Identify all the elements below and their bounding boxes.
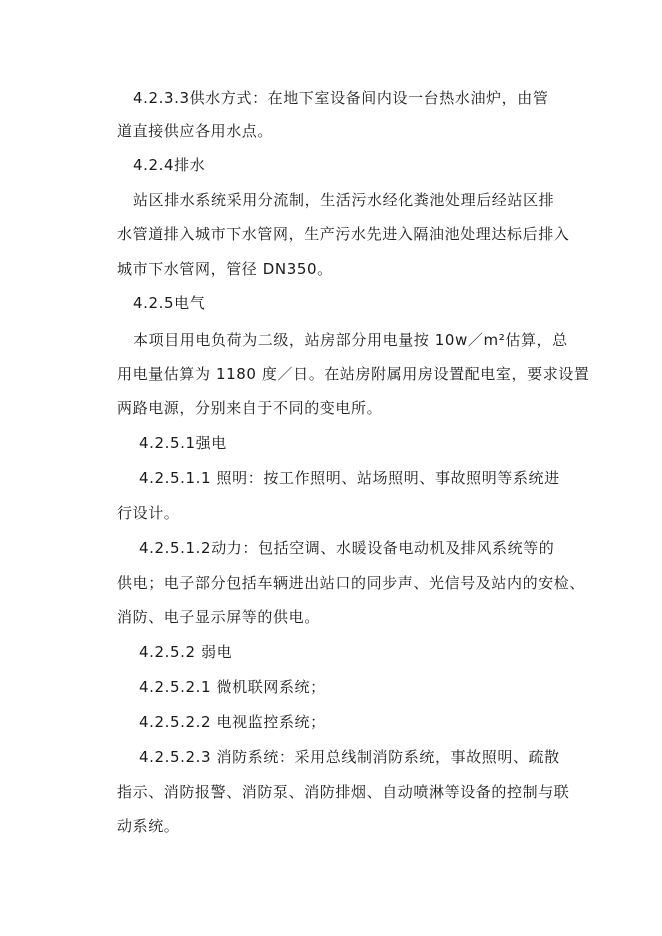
text-line-cctv-system: 4.2.5.2.2 电视监控系统；: [139, 713, 326, 731]
text-line-fire-system-3: 动系统。: [117, 817, 180, 835]
text-line-power-2: 供电；电子部分包括车辆进出站口的同步声、光信号及站内的安检、: [117, 574, 586, 592]
text-line-drainage-3: 城市下水管网，管径 DN350。: [117, 260, 333, 278]
text-line-fire-system-2: 指示、消防报警、消防泵、消防排烟、自动喷淋等设备的控制与联: [117, 783, 570, 801]
text-line-network-system: 4.2.5.2.1 微机联网系统；: [139, 678, 326, 696]
text-line-water-supply-cont: 道直接供应各用水点。: [117, 122, 274, 140]
heading-electrical: 4.2.5电气: [133, 294, 206, 312]
heading-strong-current: 4.2.5.1强电: [139, 434, 227, 452]
text-line-drainage-2: 水管道排入城市下水管网，生产污水先进入隔油池处理达标后排入: [117, 225, 570, 243]
text-line-lighting-1: 4.2.5.1.1 照明：按工作照明、站场照明、事故照明等系统进: [139, 469, 560, 487]
heading-drainage: 4.2.4排水: [133, 156, 206, 174]
text-line-electrical-1: 本项目用电负荷为二级，站房部分用电量按 10w／m²估算，总: [133, 331, 568, 349]
text-line-water-supply-method: 4.2.3.3供水方式：在地下室设备间内设一台热水油炉，由管: [133, 89, 549, 107]
text-line-electrical-3: 两路电源，分别来自于不同的变电所。: [117, 399, 383, 417]
text-line-electrical-2: 用电量估算为 1180 度／日。在站房附属用房设置配电室，要求设置: [117, 365, 590, 383]
text-line-drainage-1: 站区排水系统采用分流制，生活污水经化粪池处理后经站区排: [133, 191, 555, 209]
heading-weak-current: 4.2.5.2 弱电: [139, 643, 233, 661]
text-line-fire-system-1: 4.2.5.2.3 消防系统：采用总线制消防系统，事故照明、疏散: [139, 748, 560, 766]
text-line-lighting-2: 行设计。: [117, 504, 180, 522]
text-line-power-3: 消防、电子显示屏等的供电。: [117, 608, 320, 626]
text-line-power-1: 4.2.5.1.2动力：包括空调、水暖设备电动机及排风系统等的: [139, 539, 555, 557]
